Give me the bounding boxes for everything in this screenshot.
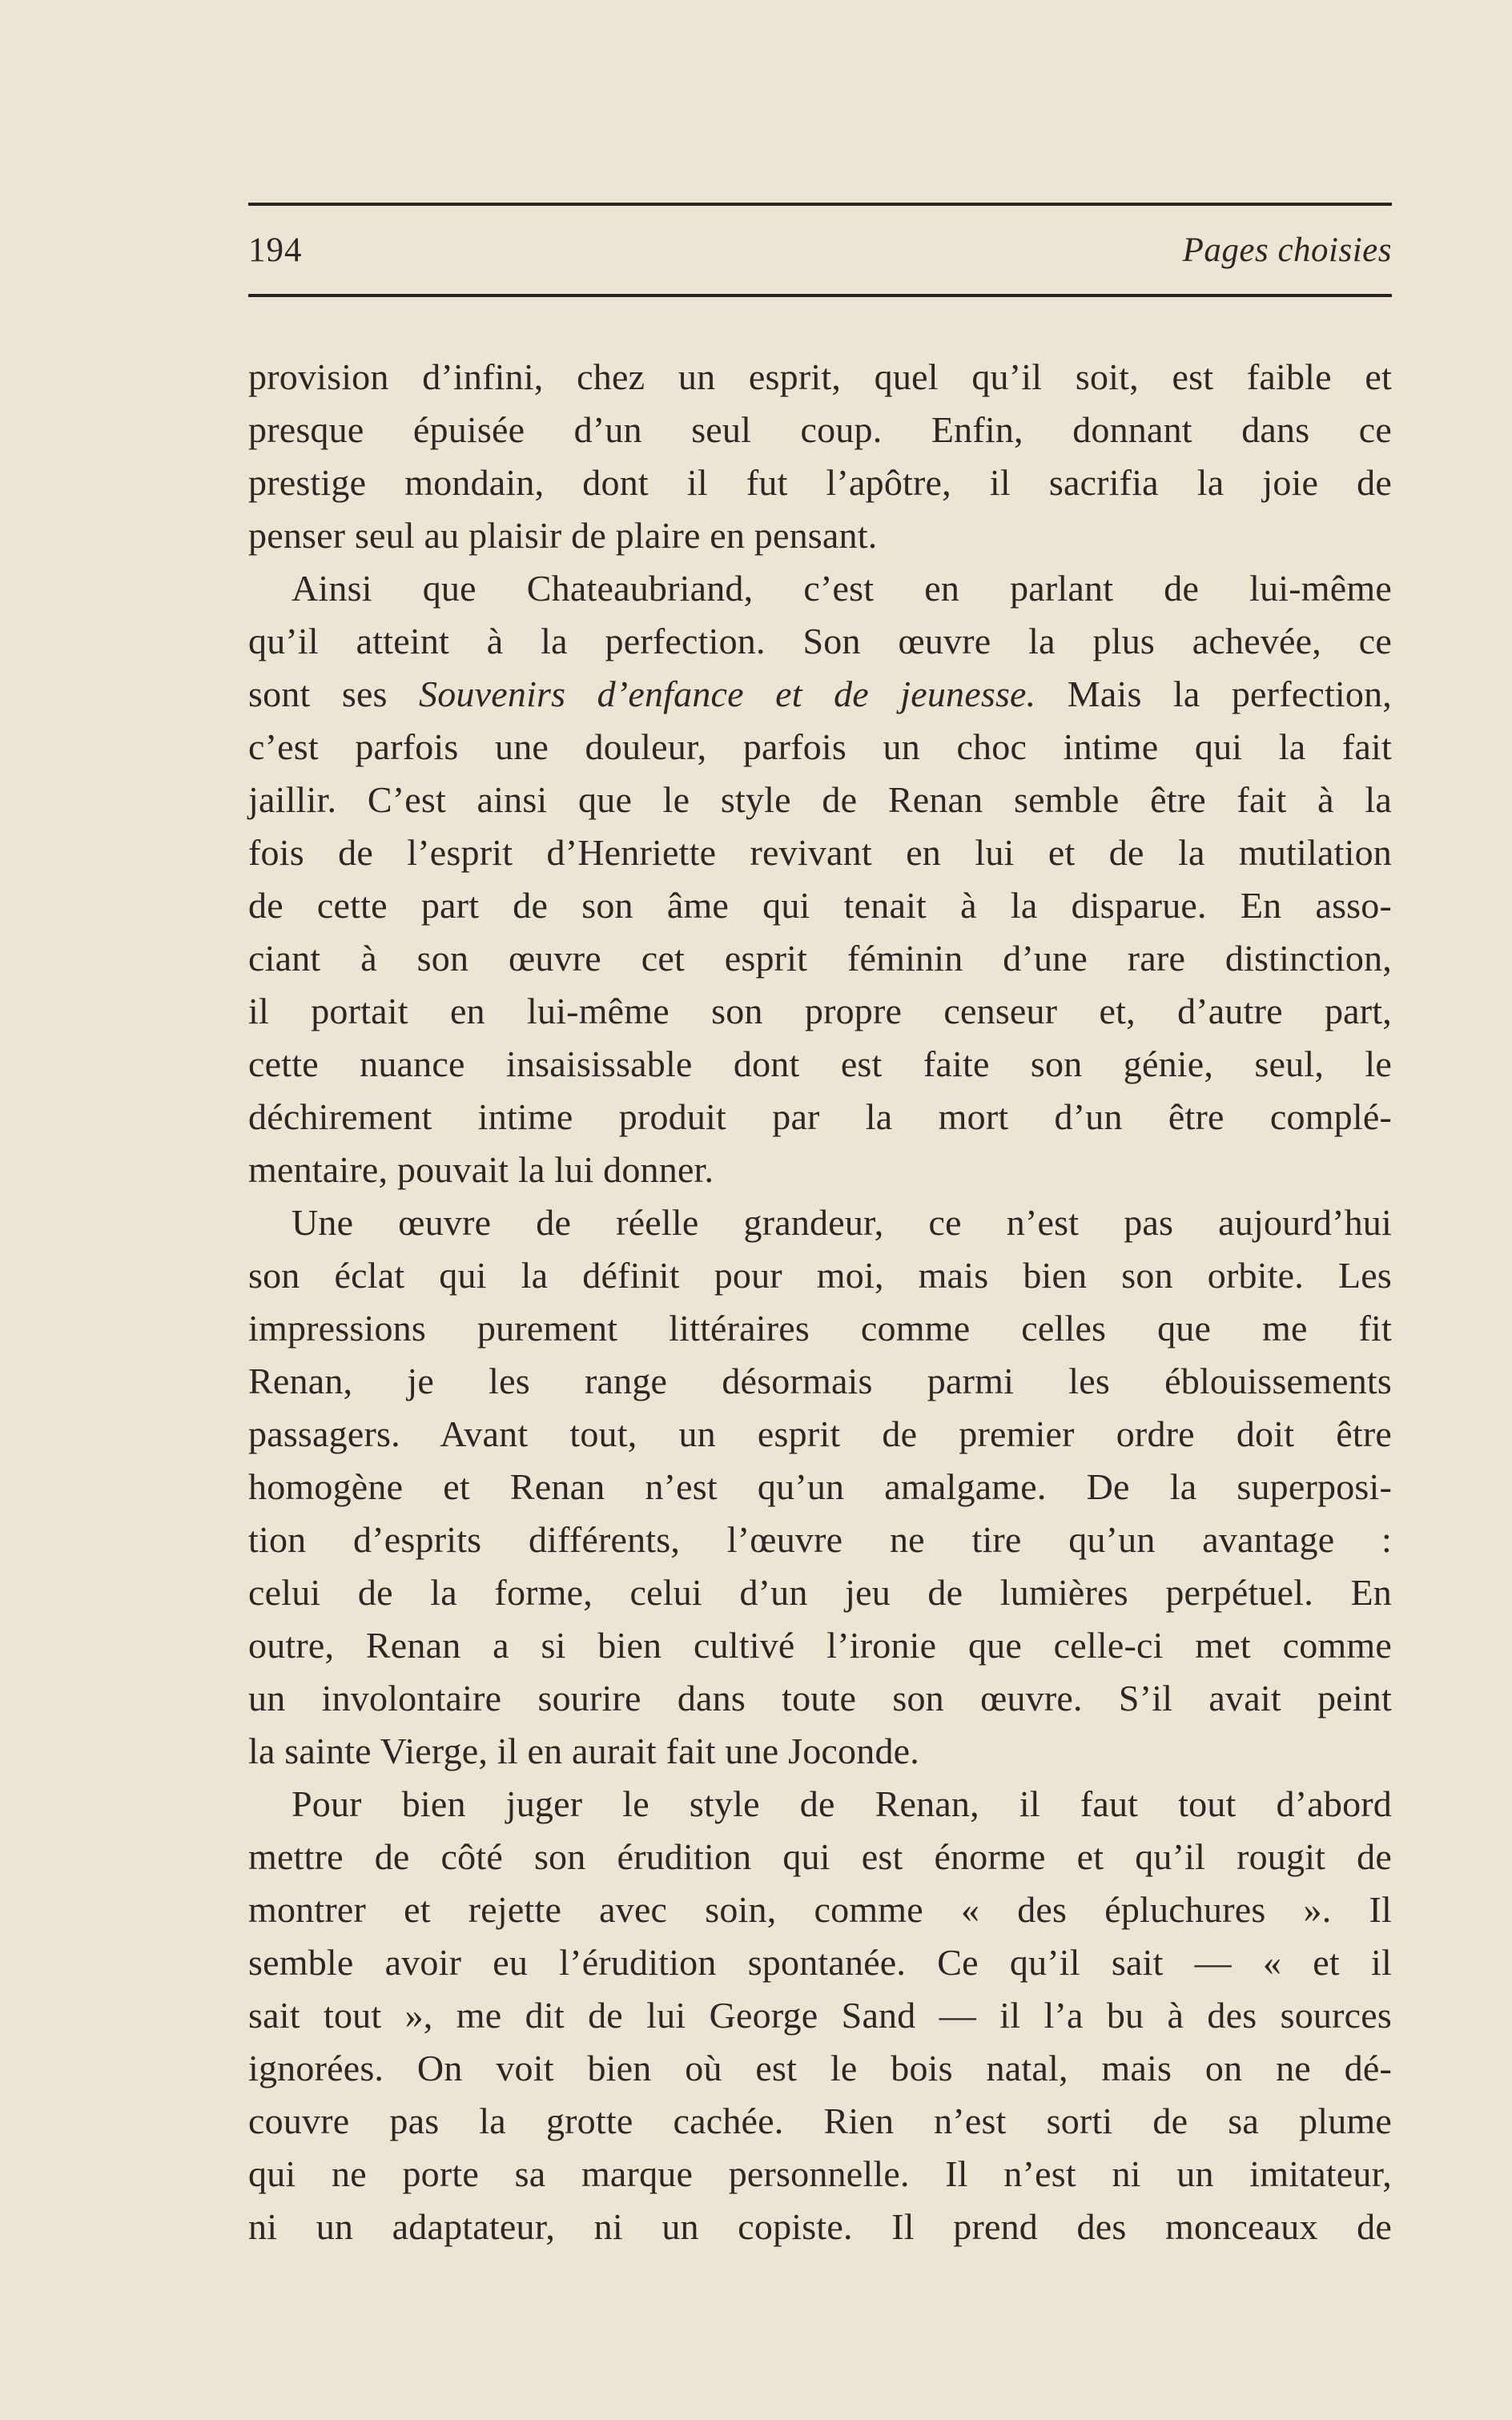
paragraph-start-line: Pour bien juger le style de Renan, il faut tout d’abord (292, 1783, 1392, 1824)
paragraph-start-line: Ainsi que Chateaubriand, c’est en parlant de lui-même (292, 568, 1392, 609)
running-title: Pages choisies (1182, 231, 1392, 269)
text-line: passagers. Avant tout, un esprit de premier ordre doit être (248, 1413, 1392, 1454)
book-title-italic: Souvenirs d’enfance et de jeunesse. (419, 673, 1036, 714)
running-head (248, 227, 1392, 275)
text-line: ignorées. On voit bien où est le bois natal, mais on ne dé- (248, 2048, 1392, 2088)
body-text (248, 351, 1392, 2253)
text-line: mentaire, pouvait la lui donner. (248, 1149, 714, 1190)
text-line: celui de la forme, celui d’un jeu de lumières perpétuel. En (248, 1572, 1392, 1613)
header-top-rule (248, 203, 1392, 206)
text-line: semble avoir eu l’érudition spontanée. Ce qu’il sait — « et il (248, 1942, 1392, 1983)
text-line: fois de l’esprit d’Henriette revivant en lui et de la mutilation (248, 832, 1392, 873)
text-line: couvre pas la grotte cachée. Rien n’est sorti de sa plume (248, 2100, 1392, 2141)
text-line: Renan, je les range désormais parmi les éblouissements (248, 1361, 1392, 1401)
text-line: mettre de côté son érudition qui est énorme et qu’il rougit de (248, 1836, 1392, 1877)
text-line: sait tout », me dit de lui George Sand — il l’a bu à des sources (248, 1995, 1392, 2036)
paragraph-start-line: Une œuvre de réelle grandeur, ce n’est pas aujourd’hui (292, 1202, 1392, 1243)
text-line: c’est parfois une douleur, parfois un choc intime qui la fait (248, 726, 1392, 767)
text-line: un involontaire sourire dans toute son œuvre. S’il avait peint (248, 1678, 1392, 1719)
text-line: prestige mondain, dont il fut l’apôtre, il sacrifia la joie de (248, 462, 1392, 503)
text-line: provision d’infini, chez un esprit, quel qu’il soit, est faible et (248, 356, 1392, 397)
text-line: penser seul au plaisir de plaire en pensant. (248, 515, 878, 556)
text-line: il portait en lui-même son propre censeur et, d’autre part, (248, 991, 1392, 1031)
text-line: homogène et Renan n’est qu’un amalgame. De la superposi- (248, 1466, 1392, 1507)
text-line: qu’il atteint à la perfection. Son œuvre la plus achevée, ce (248, 621, 1392, 661)
text-line: presque épuisée d’un seul coup. Enfin, donnant dans ce (248, 409, 1392, 450)
text-line: cette nuance insaisissable dont est faite son génie, seul, le (248, 1043, 1392, 1084)
text-segment: sont ses (248, 673, 420, 714)
text-line-with-book-title (248, 668, 1392, 721)
text-line: tion d’esprits différents, l’œuvre ne tire qu’un avantage : (248, 1519, 1392, 1560)
text-line: jaillir. C’est ainsi que le style de Renan semble être fait à la (248, 779, 1392, 820)
text-line: impressions purement littéraires comme celles que me fit (248, 1308, 1392, 1349)
text-line: qui ne porte sa marque personnelle. Il n’est ni un imitateur, (248, 2153, 1392, 2194)
header-bottom-rule (248, 294, 1392, 297)
text-line: ni un adaptateur, ni un copiste. Il prend des monceaux de (248, 2206, 1392, 2247)
text-line: son éclat qui la définit pour moi, mais bien son orbite. Les (248, 1255, 1392, 1296)
text-line: de cette part de son âme qui tenait à la disparue. En asso- (248, 885, 1392, 926)
page-number: 194 (248, 231, 303, 269)
text-segment: Mais la perfection, (1035, 673, 1393, 714)
text-line: outre, Renan a si bien cultivé l’ironie que celle-ci met comme (248, 1625, 1392, 1666)
text-line: la sainte Vierge, il en aurait fait une Joconde. (248, 1731, 919, 1771)
text-line: montrer et rejette avec soin, comme « des épluchures ». Il (248, 1889, 1392, 1930)
text-line: déchirement intime produit par la mort d’un être complé- (248, 1096, 1392, 1137)
text-line: ciant à son œuvre cet esprit féminin d’une rare distinction, (248, 938, 1392, 979)
